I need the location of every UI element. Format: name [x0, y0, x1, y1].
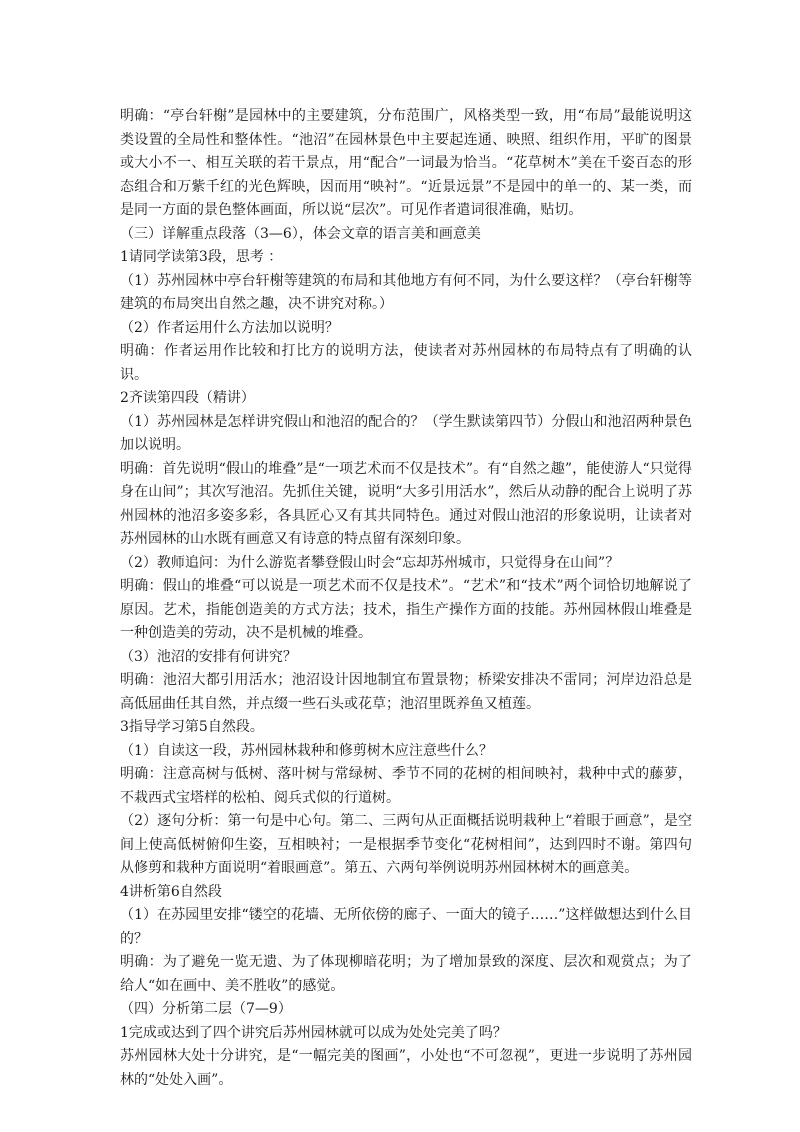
- answer-3-1: 明确：注意高树与低树、落叶树与常绿树、季节不同的花树的相间映衬，栽种中式的藤萝，不栽西式宝塔样的松柏、阅兵式似的行道树。: [120, 766, 692, 806]
- question-2-2: （2）教师追问：为什么游览者攀登假山时会“忘却苏州城市，只觉得身在山间”？: [120, 554, 620, 571]
- question-4-1: （1）在苏园里安排“镂空的花墙、无所依傍的廊子、一面大的镜子……”这样做想达到什么目的？: [120, 907, 692, 947]
- section-heading-3: （三）详解重点段落（3—6），体会文章的语言美和画意美: [120, 225, 481, 242]
- question-2-3: （3）池沼的安排有何讲究？: [120, 648, 297, 665]
- answer-1-2: 明确：作者运用作比较和打比方的说明方法，使读者对苏州园林的布局特点有了明确的认识。: [120, 343, 692, 383]
- question-2-1: （1）苏州园林是怎样讲究假山和池沼的配合的？（学生默读第四节）分假山和池沼两种景色加以说明。: [120, 413, 692, 453]
- question-1-2: （2）作者运用什么方法加以说明？: [120, 319, 339, 336]
- question-layer-2: 1完成或达到了四个讲究后苏州园林就可以成为处处完美了吗？: [120, 1024, 507, 1041]
- answer-layer-2: 苏州园林大处十分讲究，是“一幅完美的图画”，小处也“不可忽视”，更进一步说明了苏州园林的“处处入画”。: [120, 1048, 692, 1088]
- analysis-3-2: （2）逐句分析：第一句是中心句。第二、三两句从正面概括说明栽种上“着眼于画意”，是空间上使高低树俯仰生姿，互相映衬；一是根据季节变化“花树相间”，达到四时不谢。第四句从修剪和栽种方面说明“着眼画意”。第五、六两句举例说明苏州园林树木的画意美。: [120, 813, 692, 876]
- task-heading-4: 4讲析第6自然段: [120, 883, 222, 900]
- question-1-1: （1）苏州园林中亭台轩榭等建筑的布局和其他地方有何不同，为什么要这样？（亭台轩榭等建筑的布局突出自然之趣，决不讲究对称。）: [120, 272, 692, 312]
- task-heading-1: 1请同学读第3段，思考 ：: [120, 249, 283, 265]
- answer-4-1: 明确：为了避免一览无遗、为了体现柳暗花明；为了增加景致的深度、层次和观赏点；为了给人“如在画中、美不胜收”的感觉。: [120, 954, 692, 994]
- task-heading-3: 3指导学习第5自然段。: [120, 719, 264, 735]
- answer-2-2: 明确：假山的堆叠“可以说是一项艺术而不仅是技术”。“艺术”和“技术”两个词恰切地解说了原因。艺术，指能创造美的方式方法；技术，指生产操作方面的技能。苏州园林假山堆叠是一种创造美的劳动，决不是机械的堆叠。: [120, 578, 692, 641]
- task-heading-2: 2齐读第四段（精讲）: [120, 390, 255, 406]
- section-heading-4: （四）分析第二层（7—9）: [120, 1001, 292, 1017]
- document-body: [120, 105, 692, 1092]
- answer-2-3: 明确：池沼大都引用活水；池沼设计因地制宜布置景物；桥梁安排决不雷同；河岸边沿总是高低屈曲任其自然，并点缀一些石头或花草；池沼里既养鱼又植莲。: [120, 672, 692, 712]
- question-3-1: （1）自读这一段，苏州园林栽种和修剪树木应注意些什么？: [120, 742, 493, 759]
- answer-2-1: 明确：首先说明“假山的堆叠”是“一项艺术而不仅是技术”。有“自然之趣”，能使游人“只觉得身在山间”；其次写池沼。先抓住关键，说明“大多引用活水”，然后从动静的配合上说明了苏州园林的池沼多姿多彩，各具匠心又有其共同特色。通过对假山池沼的形象说明，让读者对苏州园林的山水既有画意又有诗意的特点留有深刻印象。: [120, 460, 692, 547]
- paragraph-clarify-word-choice: 明确：“亭台轩榭”是园林中的主要建筑，分布范围广，风格类型一致，用“布局”最能说明这类设置的全局性和整体性。“池沼”在园林景色中主要起连通、映照、组织作用，平旷的图景或大小不一、相互关联的若干景点，用“配合”一词最为恰当。“花草树木”美在千姿百态的形态组合和万紫千红的光色辉映，因而用“映衬”。“近景远景”不是园中的单一的、某一类，而是同一方面的景色整体画面，所以说“层次”。可见作者遣词很准确，贴切。: [120, 108, 692, 218]
